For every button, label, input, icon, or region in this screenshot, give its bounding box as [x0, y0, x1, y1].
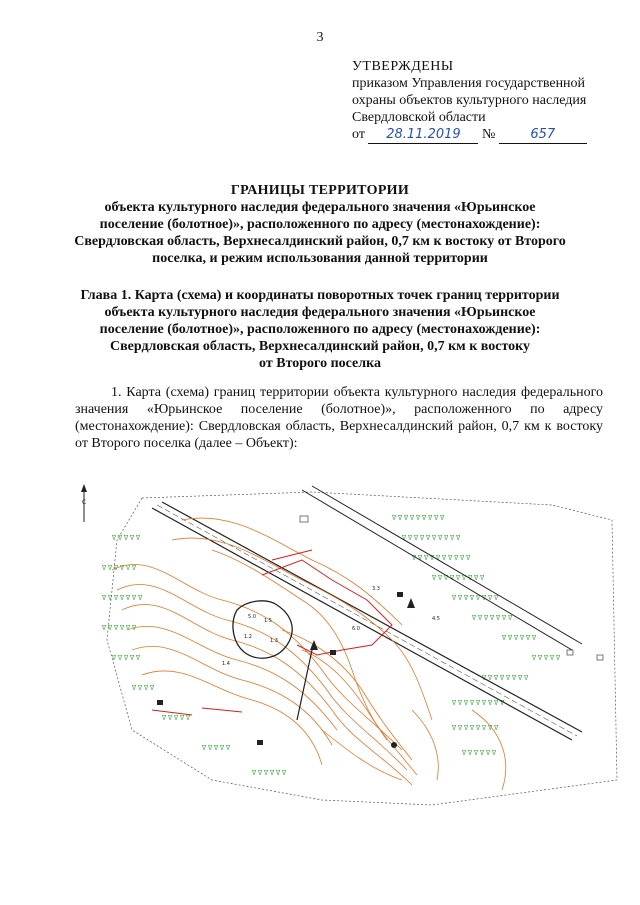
- railway: [152, 486, 582, 740]
- svg-text:ᐁ ᐁ ᐁ ᐁ ᐁ ᐁ ᐁ ᐁ ᐁ ᐁ: ᐁ ᐁ ᐁ ᐁ ᐁ ᐁ ᐁ ᐁ ᐁ ᐁ: [412, 555, 471, 562]
- map-label-4: 1.3: [270, 638, 278, 644]
- svg-text:ᐁ ᐁ ᐁ ᐁ ᐁ: ᐁ ᐁ ᐁ ᐁ ᐁ: [162, 715, 191, 722]
- svg-text:ᐁ ᐁ ᐁ ᐁ ᐁ: ᐁ ᐁ ᐁ ᐁ ᐁ: [112, 655, 141, 662]
- approval-title: УТВЕРЖДЕНЫ: [352, 59, 454, 74]
- svg-text:ᐁ ᐁ ᐁ ᐁ ᐁ: ᐁ ᐁ ᐁ ᐁ ᐁ: [202, 745, 231, 752]
- chapter-heading: [62, 287, 578, 372]
- svg-text:ᐁ ᐁ ᐁ ᐁ ᐁ ᐁ ᐁ: ᐁ ᐁ ᐁ ᐁ ᐁ ᐁ ᐁ: [472, 615, 513, 622]
- title-line-1: ГРАНИЦЫ ТЕРРИТОРИИ: [230, 183, 410, 198]
- survey-outline: [107, 492, 617, 805]
- svg-text:ᐁ ᐁ ᐁ ᐁ ᐁ ᐁ ᐁ ᐁ ᐁ: ᐁ ᐁ ᐁ ᐁ ᐁ ᐁ ᐁ ᐁ ᐁ: [432, 575, 485, 582]
- chapter-line-2: объекта культурного наследия федерального значения «Юрьинское: [104, 305, 536, 320]
- title-line-4: Свердловская область, Верхнесалдинский район, 0,7 км к востоку от Второго: [74, 234, 566, 249]
- chapter-line-3: поселение (болотное)», расположенного по адресу (местонахождение):: [99, 322, 541, 337]
- title-line-3: поселение (болотное)», расположенного по адресу (местонахождение):: [99, 217, 541, 232]
- svg-text:ᐁ ᐁ ᐁ ᐁ ᐁ ᐁ: ᐁ ᐁ ᐁ ᐁ ᐁ ᐁ: [502, 635, 537, 642]
- svg-text:ᐁ ᐁ ᐁ ᐁ ᐁ: ᐁ ᐁ ᐁ ᐁ ᐁ: [112, 535, 141, 542]
- chapter-line-4: Свердловская область, Верхнесалдинский район, 0,7 км к востоку: [109, 339, 531, 354]
- chapter-line-5: от Второго поселка: [259, 356, 381, 371]
- svg-text:ᐁ ᐁ ᐁ ᐁ ᐁ ᐁ ᐁ ᐁ: ᐁ ᐁ ᐁ ᐁ ᐁ ᐁ ᐁ ᐁ: [482, 675, 529, 682]
- approval-block: [352, 58, 587, 144]
- svg-text:ᐁ ᐁ ᐁ ᐁ ᐁ ᐁ: ᐁ ᐁ ᐁ ᐁ ᐁ ᐁ: [252, 770, 287, 777]
- approval-line-1: приказом Управления государственной: [352, 76, 586, 91]
- svg-text:ᐁ ᐁ ᐁ ᐁ: ᐁ ᐁ ᐁ ᐁ: [132, 685, 155, 692]
- approval-date-row: [352, 126, 587, 144]
- map-label-6: 3.3: [372, 586, 380, 592]
- title-line-5: поселка, и режим использования данной территории: [152, 251, 488, 266]
- approval-date: 28.11.2019: [386, 127, 461, 142]
- map-label-7: 4.5: [432, 616, 440, 622]
- approval-number: 657: [530, 127, 556, 142]
- intro-paragraph: 1. Карта (схема) границ территории объекта культурного наследия федерального значения «Юрьинское поселение (болотное)», расположенного по адресу (местонахождение): Свердловская область, Верхнесалдинский район, 0,7 км к востоку от Второго поселка (далее – Объект):: [75, 385, 603, 451]
- document-title: [62, 182, 578, 267]
- svg-text:ᐁ ᐁ ᐁ ᐁ ᐁ ᐁ: ᐁ ᐁ ᐁ ᐁ ᐁ ᐁ: [102, 565, 137, 572]
- svg-text:ᐁ ᐁ ᐁ ᐁ ᐁ ᐁ ᐁ ᐁ: ᐁ ᐁ ᐁ ᐁ ᐁ ᐁ ᐁ ᐁ: [452, 595, 499, 602]
- number-label: №: [481, 127, 496, 142]
- map-label-5: 6.0: [352, 626, 360, 632]
- map-label-3: 1.2: [244, 634, 252, 640]
- map-label-8: 1.4: [222, 661, 230, 667]
- svg-text:ᐁ ᐁ ᐁ ᐁ ᐁ: ᐁ ᐁ ᐁ ᐁ ᐁ: [532, 655, 561, 662]
- svg-text:ᐁ ᐁ ᐁ ᐁ ᐁ ᐁ ᐁ: ᐁ ᐁ ᐁ ᐁ ᐁ ᐁ ᐁ: [102, 595, 143, 602]
- svg-text:ᐁ ᐁ ᐁ ᐁ ᐁ ᐁ: ᐁ ᐁ ᐁ ᐁ ᐁ ᐁ: [102, 625, 137, 632]
- date-from-label: от: [352, 127, 365, 142]
- boundary-map-svg: [72, 480, 632, 810]
- north-arrow-icon: [81, 484, 87, 522]
- boundary-map: [72, 480, 632, 810]
- svg-text:ᐁ ᐁ ᐁ ᐁ ᐁ ᐁ ᐁ ᐁ ᐁ: ᐁ ᐁ ᐁ ᐁ ᐁ ᐁ ᐁ ᐁ ᐁ: [452, 700, 505, 707]
- svg-text:ᐁ ᐁ ᐁ ᐁ ᐁ ᐁ ᐁ ᐁ: ᐁ ᐁ ᐁ ᐁ ᐁ ᐁ ᐁ ᐁ: [452, 725, 499, 732]
- map-label-1: 5.0: [248, 614, 256, 620]
- svg-text:ᐁ ᐁ ᐁ ᐁ ᐁ ᐁ ᐁ ᐁ ᐁ ᐁ: ᐁ ᐁ ᐁ ᐁ ᐁ ᐁ ᐁ ᐁ ᐁ ᐁ: [402, 535, 461, 542]
- survey-markers: [157, 516, 603, 748]
- approval-line-2: охраны объектов культурного наследия: [352, 93, 587, 108]
- approval-line-3: Свердловской области: [352, 110, 486, 125]
- north-label: С: [82, 499, 87, 506]
- title-line-2: объекта культурного наследия федерального значения «Юрьинское: [104, 200, 536, 215]
- chapter-line-1: Глава 1. Карта (схема) и координаты поворотных точек границ территории: [80, 288, 560, 303]
- svg-text:ᐁ ᐁ ᐁ ᐁ ᐁ ᐁ: ᐁ ᐁ ᐁ ᐁ ᐁ ᐁ: [462, 750, 497, 757]
- page-number: 3: [316, 30, 324, 45]
- svg-text:ᐁ ᐁ ᐁ ᐁ ᐁ ᐁ ᐁ ᐁ ᐁ: ᐁ ᐁ ᐁ ᐁ ᐁ ᐁ ᐁ ᐁ ᐁ: [392, 515, 445, 522]
- map-label-2: 1.5: [264, 618, 272, 624]
